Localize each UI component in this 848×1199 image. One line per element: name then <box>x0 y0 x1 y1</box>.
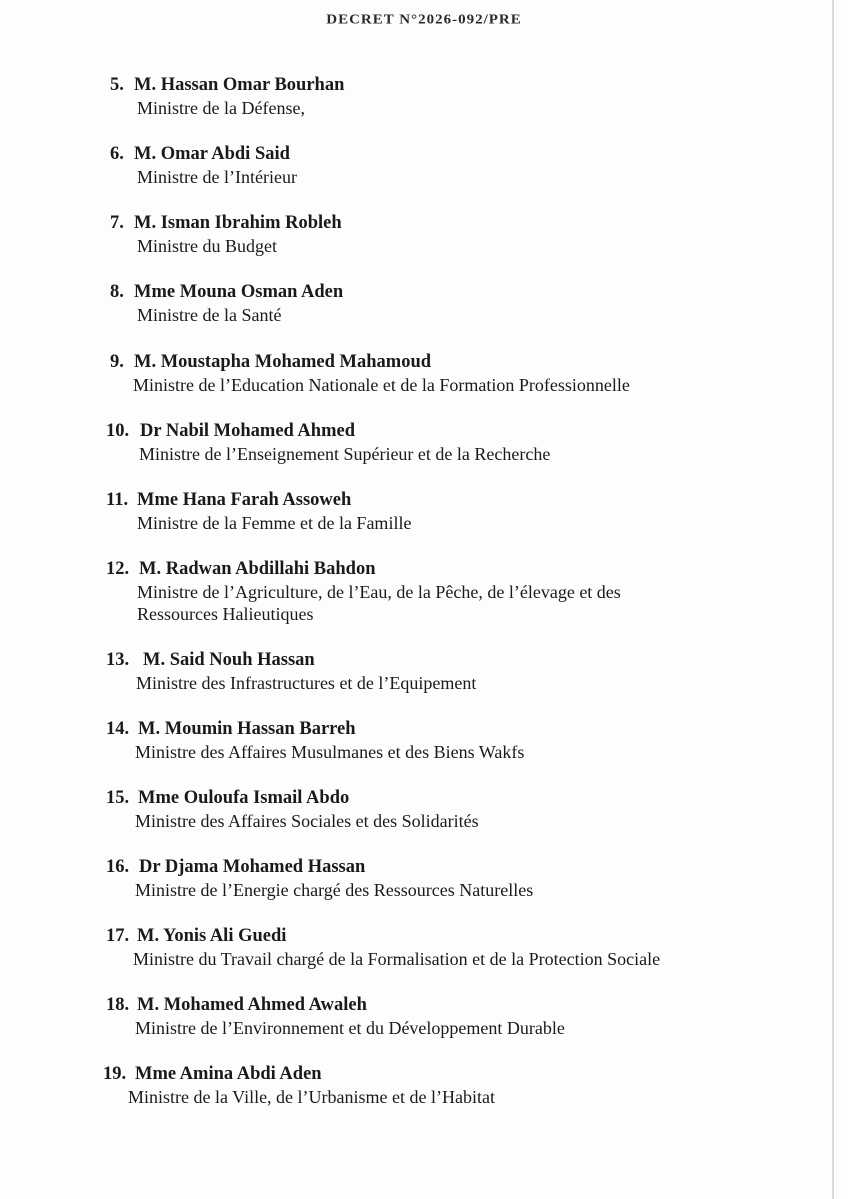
minister-name: 12. M. Radwan Abdillahi Bahdon <box>106 559 376 579</box>
list-item <box>0 856 820 901</box>
minister-name: 14. M. Moumin Hassan Barreh <box>106 719 356 739</box>
list-item <box>0 143 820 188</box>
page-edge <box>832 0 834 1199</box>
minister-name: 17. M. Yonis Ali Guedi <box>106 926 287 946</box>
decree-header: DECRET N°2026-092/PRE <box>326 12 522 28</box>
minister-name: 5. M. Hassan Omar Bourhan <box>110 75 345 95</box>
minister-role: Ministre du Travail chargé de la Formalisation et de la Protection Sociale <box>133 949 661 969</box>
list-item <box>0 994 820 1039</box>
minister-name: 9. M. Moustapha Mohamed Mahamoud <box>110 352 432 372</box>
list-item <box>0 718 820 763</box>
list-item <box>0 281 820 326</box>
minister-role: Ministre de l’Environnement et du Développement Durable <box>135 1018 565 1038</box>
minister-name: 6. M. Omar Abdi Said <box>110 144 290 164</box>
minister-role: Ministre de la Ville, de l’Urbanisme et de l’Habitat <box>128 1087 495 1107</box>
list-item <box>0 212 820 257</box>
minister-role: Ministre de l’Intérieur <box>137 167 297 187</box>
list-item <box>0 74 820 119</box>
minister-role: Ministre de l’Education Nationale et de la Formation Professionnelle <box>133 375 630 395</box>
list-item <box>0 1063 820 1108</box>
list-item <box>0 787 820 832</box>
minister-role: Ministre des Affaires Sociales et des Solidarités <box>135 811 479 831</box>
minister-role: Ministre des Affaires Musulmanes et des Biens Wakfs <box>135 742 525 762</box>
list-item <box>0 558 820 625</box>
list-item <box>0 649 820 694</box>
list-item <box>0 925 820 970</box>
minister-role: Ministre de la Défense, <box>137 98 305 118</box>
minister-role: Ministre de la Santé <box>137 305 282 325</box>
minister-role: Ministre des Infrastructures et de l’Equipement <box>136 673 477 693</box>
minister-name: 15. Mme Ouloufa Ismail Abdo <box>106 788 350 808</box>
minister-role: Ministre du Budget <box>137 236 277 256</box>
minister-name: 7. M. Isman Ibrahim Robleh <box>110 213 342 233</box>
list-item <box>0 351 820 396</box>
minister-name: 11. Mme Hana Farah Assoweh <box>106 490 352 510</box>
minister-name: 19. Mme Amina Abdi Aden <box>103 1064 322 1084</box>
list-item <box>0 420 820 465</box>
minister-name: 10. Dr Nabil Mohamed Ahmed <box>106 421 355 441</box>
minister-role: Ministre de l’Energie chargé des Ressources Naturelles <box>135 880 534 900</box>
minister-name: 8. Mme Mouna Osman Aden <box>110 282 344 302</box>
minister-name: 18. M. Mohamed Ahmed Awaleh <box>106 995 367 1015</box>
minister-role: Ministre de la Femme et de la Famille <box>137 513 412 533</box>
minister-role: Ministre de l’Agriculture, de l’Eau, de la Pêche, de l’élevage et des Ressources Halieutiques <box>137 582 621 624</box>
minister-role: Ministre de l’Enseignement Supérieur et de la Recherche <box>139 444 551 464</box>
minister-name: 16. Dr Djama Mohamed Hassan <box>106 857 366 877</box>
list-item <box>0 489 820 534</box>
minister-name: 13. M. Said Nouh Hassan <box>106 650 315 670</box>
